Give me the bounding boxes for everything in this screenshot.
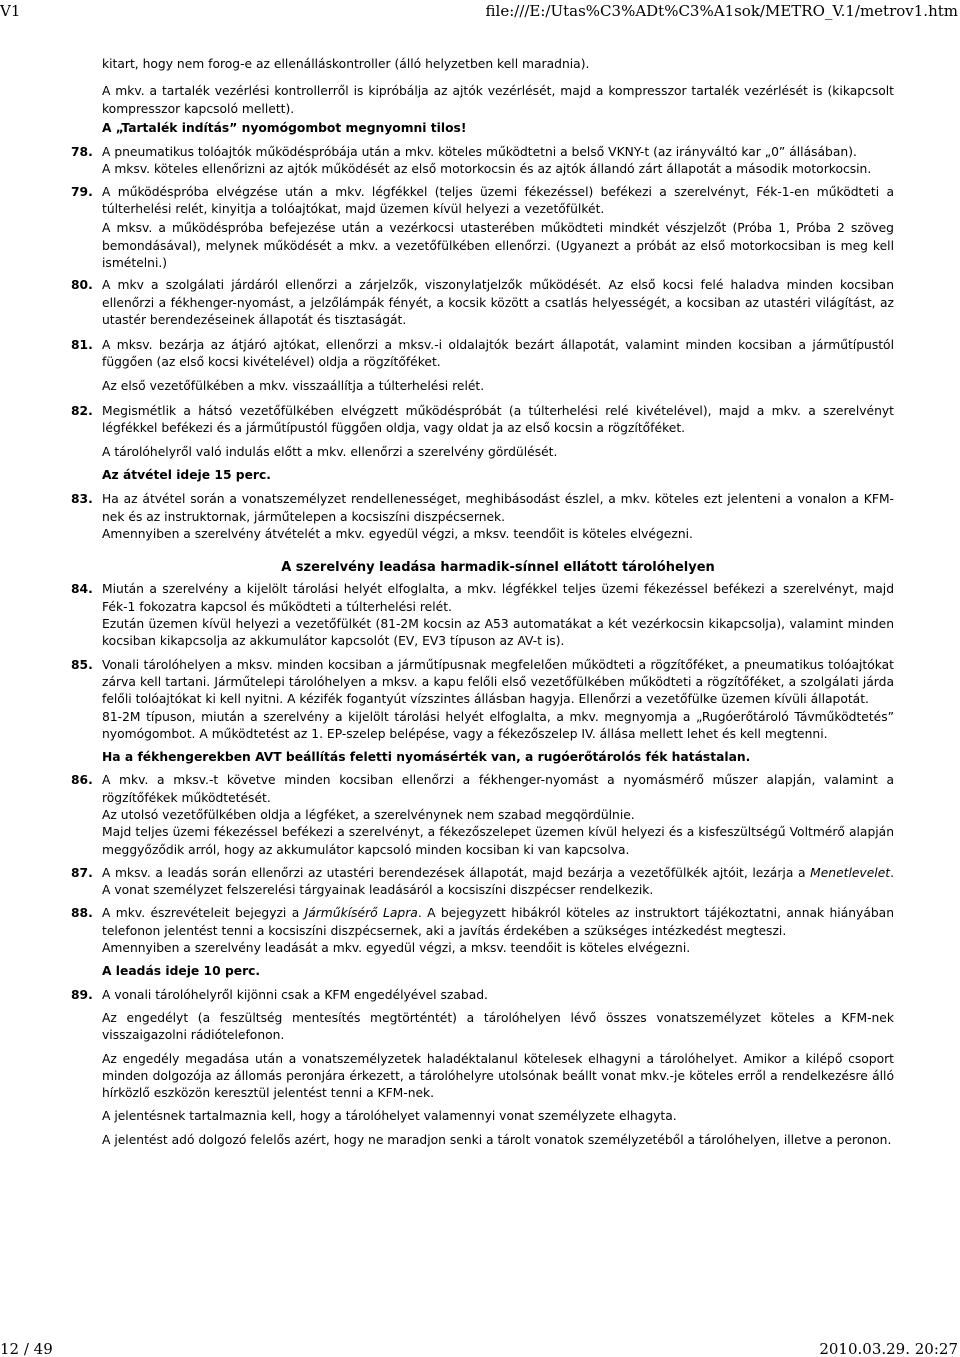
item-82	[71, 403, 894, 484]
item-79	[71, 184, 894, 272]
section-title: A szerelvény leadása harmadik-sínnel ellátott tárolóhelyen	[281, 560, 715, 576]
item-number: 79.	[71, 184, 93, 199]
header-label: V1	[0, 2, 21, 20]
item-number: 87.	[71, 865, 93, 880]
item-paragraph: Az utolsó vezetőfülkében oldja a légféket, a szerelvénynek nem szabad megqördülnie.	[102, 807, 635, 822]
item-number: 78.	[71, 145, 93, 160]
page-indicator: 12 / 49	[0, 1340, 53, 1357]
print-datetime: 2010.03.29. 20:27	[819, 1340, 958, 1357]
item-86	[71, 772, 894, 858]
item-number: 86.	[71, 773, 93, 788]
item-paragraph: A mksv. bezárja az átjáró ajtókat, ellenőrzi a mksv.-i oldalajtók bezárt állapotát, valamint minden kocsiban a járműtípustól függően (az első kocsi kivételével) oldja a rögzítőféket.	[102, 338, 894, 370]
item-number: 82.	[71, 404, 93, 419]
item-paragraph: A pneumatikus tolóajtók működéspróbája után a mkv. köteles működtetni a belső VKNY-t (az irányváltó kar „0” állásában).	[102, 145, 857, 160]
warning-text: A „Tartalék indítás” nyomógombot megnyomni tilos!	[102, 120, 467, 135]
item-paragraph: 81-2M típuson, miután a szerelvény a kijelölt tárolási helyét elfoglalta, a mkv. megnyomja a „Rugóerőtároló Távműködtetés” nyomógombot. A működtetést az 1. EP-szelep belépése, vagy a fékezőszelep IV. állása mellett lehet és kell megtenni.	[102, 709, 894, 741]
item-number: 80.	[71, 278, 93, 293]
item-paragraph: A mkv. a mksv.-t követve minden kocsiban ellenőrzi a fékhenger-nyomást a nyomásmérő műszer alapján, valamint a rögzítőfékek működtetését.	[102, 773, 894, 805]
item-number: 81.	[71, 338, 93, 353]
item-paragraph: A vonali tárolóhelyről kijönni csak a KFM engedélyével szabad.	[102, 987, 488, 1002]
item-paragraph: A működéspróba elvégzése után a mkv. légfékkel (teljes üzemi fékezéssel) befékezi a szerelvényt, Fék-1-en működteti a túlterhelési relét, kinyitja a tolóajtókat, majd üzemen kívül helyezi a vezetőfülkét.	[102, 184, 894, 217]
item-number: 83.	[71, 492, 93, 507]
item-83	[71, 491, 894, 543]
item-number: 88.	[71, 906, 93, 921]
item-87	[71, 865, 894, 900]
item-paragraph: Vonali tárolóhelyen a mksv. minden kocsiban a járműtípusnak megfelelően működteti a rögzítőféket, a pneumatikus tolóajtókat zárva kell tartani. Járműtelepi tárolóhelyen a mksv. a kapu felőli első vezetőfülkében működteti a rögzítőféket, a szolgálati járda felőli tolóajtókat ki kell nyitni. A kézifék fogantyút vízszintes állásban hagyja. Ellenőrzi a vezetőfülke üzemen kívüli állapotát.	[102, 657, 894, 707]
item-paragraph: Az első vezetőfülkében a mkv. visszaállítja a túlterhelési relét.	[102, 378, 485, 393]
item-78	[71, 144, 894, 179]
item-paragraph: A mksv. köteles ellenőrizni az ajtók működését az első motorkocsin és az ajtók állandó zárt állapotát a második motorkocsin.	[102, 162, 872, 177]
item-paragraph: Megismétlik a hátsó vezetőfülkében elvégzett működéspróbát (a túlterhelési relé kivételével), majd a mkv. a szerelvényt légfékkel befékezi és a járműtípustól függően oldja, vagy oldat ja az első kocsin a rögzítőféket.	[102, 404, 894, 436]
intro-paragraph: A mkv. a tartalék vezérlési kontrollerről is kipróbálja az ajtók vezérlését, majd a kompresszor tartalék vezérlését is (kikapcsolt kompresszor kapcsoló mellett).	[102, 84, 894, 116]
item-number: 84.	[71, 582, 93, 597]
intro-line: kitart, hogy nem forog-e az ellenálláskontroller (álló helyzetben kell maradnia).	[102, 57, 590, 71]
item-89	[71, 987, 894, 1149]
item-80	[71, 277, 894, 329]
item-paragraph: Miután a szerelvény a kijelölt tárolási helyét elfoglalta, a mkv. légfékkel teljes üzemi fékezéssel befékezi a szerelvényt, majd Fék-1 fokozatra kapcsol és működteti a túlterhelési relét.	[102, 582, 894, 614]
menetlevel-term: Menetlevelet	[810, 865, 891, 880]
item-paragraph: A mkv. észrevételeit bejegyzi a Járműkísérő Lapra. A bejegyzett hibákról köteles az instruktort tájékoztatni, annak hiányában telefonon jelentést tenni a kocsiszíni diszpécsernek, aki a javítás érdekében a szükséges intézkedést megteszi.	[102, 906, 894, 938]
item-paragraph: A mkv a szolgálati járdáról ellenőrzi a zárjelzők, viszonylatjelzők működését. Az első kocsi felé haladva minden kocsiban ellenőrzi a fékhenger-nyomást, a jelzőlámpák fényét, a kocsik között a csatlás helyességét, a kocsiban az utastéri világítást, az utastér berendezéseinek állapotát és tisztaságát.	[102, 278, 894, 327]
item-paragraph: Ezután üzemen kívül helyezi a vezetőfülkét (81-2M kocsin az A53 automatákat a két vezérkocsin kikapcsolja), valamint minden kocsiban kikapcsolja az akkumulátor kapcsolót (EV, EV3 típuson az AV-t is).	[102, 617, 894, 649]
item-number: 85.	[71, 657, 93, 672]
item-paragraph: Az engedély megadása után a vonatszemélyzetek haladéktalanul kötelesek elhagyni a tárolóhelyet. Amikor a kilépő csoport minden dolgozója az állomás peronjára érkezett, a tárolóhelyre utolsónak beállt vonat mkv.-je köteles erről a rendelkezésre álló hírközlő eszközön keresztül jelentést tenni a KFM-nek.	[102, 1051, 894, 1101]
item-paragraph: Amennyiben a szerelvény leadását a mkv. egyedül végzi, a mksv. teendőit is köteles elvégezni.	[102, 941, 691, 956]
item-paragraph: A mksv. a leadás során ellenőrzi az utastéri berendezések állapotát, majd bezárja a vezetőfülkék ajtóit, lezárja a Menetlevelet. A vonat személyzet felszerelési tárgyainak leadásáról a kocsiszíni diszpécser rendelkezik.	[102, 865, 894, 898]
item-paragraph: A mksv. a működéspróba befejezése után a vezérkocsi utasterében működteti mindkét vészjelzőt (Próba 1, Próba 2 szöveg bemondásával), melynek működését a mkv. a vezetőfülkében ellenőrzi. (Ugyanezt a próbát az első motorkocsiban is meg kell ismételni.)	[102, 221, 894, 270]
item-paragraph: A jelentést adó dolgozó felelős azért, hogy ne maradjon senki a tárolt vonatok személyzetéből a tárolóhelyen, illetve a peronon.	[102, 1132, 892, 1147]
jarmukisero-lap-term: Járműkísérő Lapra	[304, 906, 418, 921]
item-paragraph: A jelentésnek tartalmaznia kell, hogy a tárolóhelyet valamennyi vonat személyzete elhagyta.	[102, 1109, 677, 1124]
item-time-note: A leadás ideje 10 perc.	[102, 964, 261, 979]
item-time-note: Az átvétel ideje 15 perc.	[102, 467, 271, 482]
item-paragraph: Ha az átvétel során a vonatszemélyzet rendellenességet, meghibásodást észlel, a mkv. köteles ezt jelenteni a vonalon a KFM-nek és az instruktornak, járműtelepen a kocsiszíni diszpécsernek.	[102, 492, 894, 524]
item-84	[71, 581, 894, 650]
header-url: file:///E:/Utas%C3%ADt%C3%A1sok/METRO_V.1/metrov1.htm	[485, 2, 958, 20]
item-88	[71, 905, 894, 980]
document-body	[71, 56, 894, 1149]
item-paragraph: Amennyiben a szerelvény átvételét a mkv. egyedül végzi, a mksv. teendőit is köteles elvégezni.	[102, 526, 693, 541]
item-81	[71, 337, 894, 395]
item-85	[71, 657, 894, 767]
item-paragraph: Az engedélyt (a feszültség mentesítés megtörténtét) a tárolóhelyen lévő összes vonatszemélyzet köteles a KFM-nek visszaigazolni rádiótelefonon.	[102, 1010, 894, 1043]
item-number: 89.	[71, 987, 93, 1002]
item-paragraph: A tárolóhelyről való indulás előtt a mkv. ellenőrzi a szerelvény gördülését.	[102, 444, 558, 459]
item-note: Ha a fékhengerekben AVT beállítás feletti nyomásérték van, a rugóerőtárolós fék hatástalan.	[102, 750, 751, 765]
item-paragraph: Majd teljes üzemi fékezéssel befékezi a szerelvényt, a fékezőszelepet üzemen kívül helyezi és a kisfeszültségű Voltmérő alapján meggyőződik arról, hogy az akkumulátor kapcsoló minden kocsiban ki van kapcsolva.	[102, 825, 894, 857]
